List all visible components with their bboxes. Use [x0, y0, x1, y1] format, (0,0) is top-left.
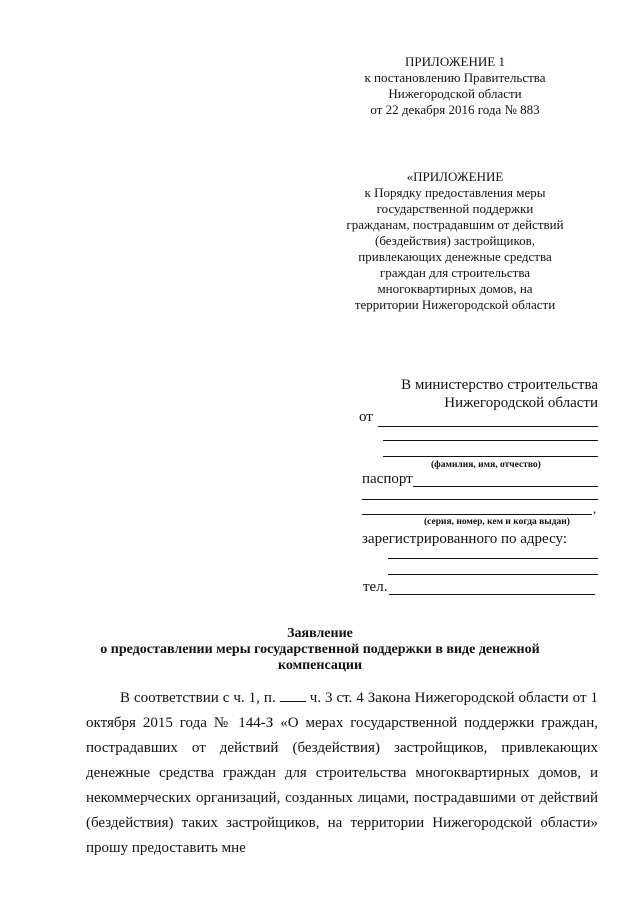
appendix-2-line: (бездействия) застройщиков, — [374, 233, 536, 248]
passport-field-line[interactable] — [413, 486, 598, 487]
addressee-line-2: Нижегородской области — [444, 395, 598, 411]
from-field-line[interactable] — [383, 456, 598, 457]
passport-hint: (серия, номер, кем и когда выдан) — [424, 517, 570, 527]
tel-label: тел. — [363, 579, 388, 595]
fio-hint: (фамилия, имя, отчество) — [431, 460, 541, 470]
appendix-1-title: ПРИЛОЖЕНИЕ 1 — [405, 54, 505, 69]
statement-title: Заявление — [287, 626, 353, 641]
address-field-line[interactable] — [388, 574, 598, 575]
statement-body — [86, 686, 598, 861]
from-label: от — [359, 409, 373, 425]
appendix-1-block — [330, 54, 580, 118]
appendix-1-region: Нижегородской области — [388, 86, 522, 101]
registered-label: зарегистрированного по адресу: — [362, 531, 567, 547]
appendix-2-line: привлекающих денежные средства — [358, 249, 552, 264]
body-text-part1: В соответствии с ч. 1, п. — [120, 690, 276, 706]
appendix-2-block — [330, 169, 580, 313]
appendix-2-line: гражданам, пострадавшим от действий — [346, 217, 564, 232]
address-field-line[interactable] — [388, 558, 598, 559]
appendix-1-resolution: к постановлению Правительства — [364, 70, 546, 85]
appendix-2-line: многоквартирных домов, на — [377, 281, 533, 296]
passport-field-line[interactable] — [362, 499, 598, 500]
addressee-line-1: В министерство строительства — [401, 377, 598, 393]
passport-label: паспорт — [362, 471, 413, 487]
appendix-1-date: от 22 декабря 2016 года № 883 — [370, 102, 540, 117]
appendix-2-line: граждан для строительства — [379, 265, 531, 280]
statement-subtitle: о предоставлении меры государственной поддержки в виде денежной — [100, 642, 540, 657]
from-field-line[interactable] — [378, 426, 598, 427]
appendix-2-line: территории Нижегородской области — [354, 297, 556, 312]
body-text-part2: ч. 3 ст. 4 Закона Нижегородской области от 1 октября 2015 года № 144-З «О мерах государственной поддержки граждан, пострадавших от действий (бездействия) застройщиков, привлекающих денежные средства граждан для строительства многоквартирных домов, и некоммерческих организаций, созданных лицами, пострадавшими от действий (бездействия) таких застройщиков, на территории Нижегородской области» прошу предоставить мне — [86, 690, 599, 856]
appendix-2-line: к Порядку предоставления меры — [364, 185, 546, 200]
appendix-2-line: «ПРИЛОЖЕНИЕ — [406, 169, 504, 184]
appendix-2-line: государственной поддержки — [376, 201, 534, 216]
tel-field-line[interactable] — [389, 594, 595, 595]
statement-subtitle-cont: компенсации — [277, 658, 363, 673]
clause-number-blank[interactable] — [280, 689, 306, 702]
from-field-line[interactable] — [383, 440, 598, 441]
passport-comma: , — [593, 501, 597, 516]
passport-field-line[interactable] — [362, 514, 592, 515]
addressee-ministry — [400, 376, 598, 412]
statement-heading — [60, 626, 580, 674]
